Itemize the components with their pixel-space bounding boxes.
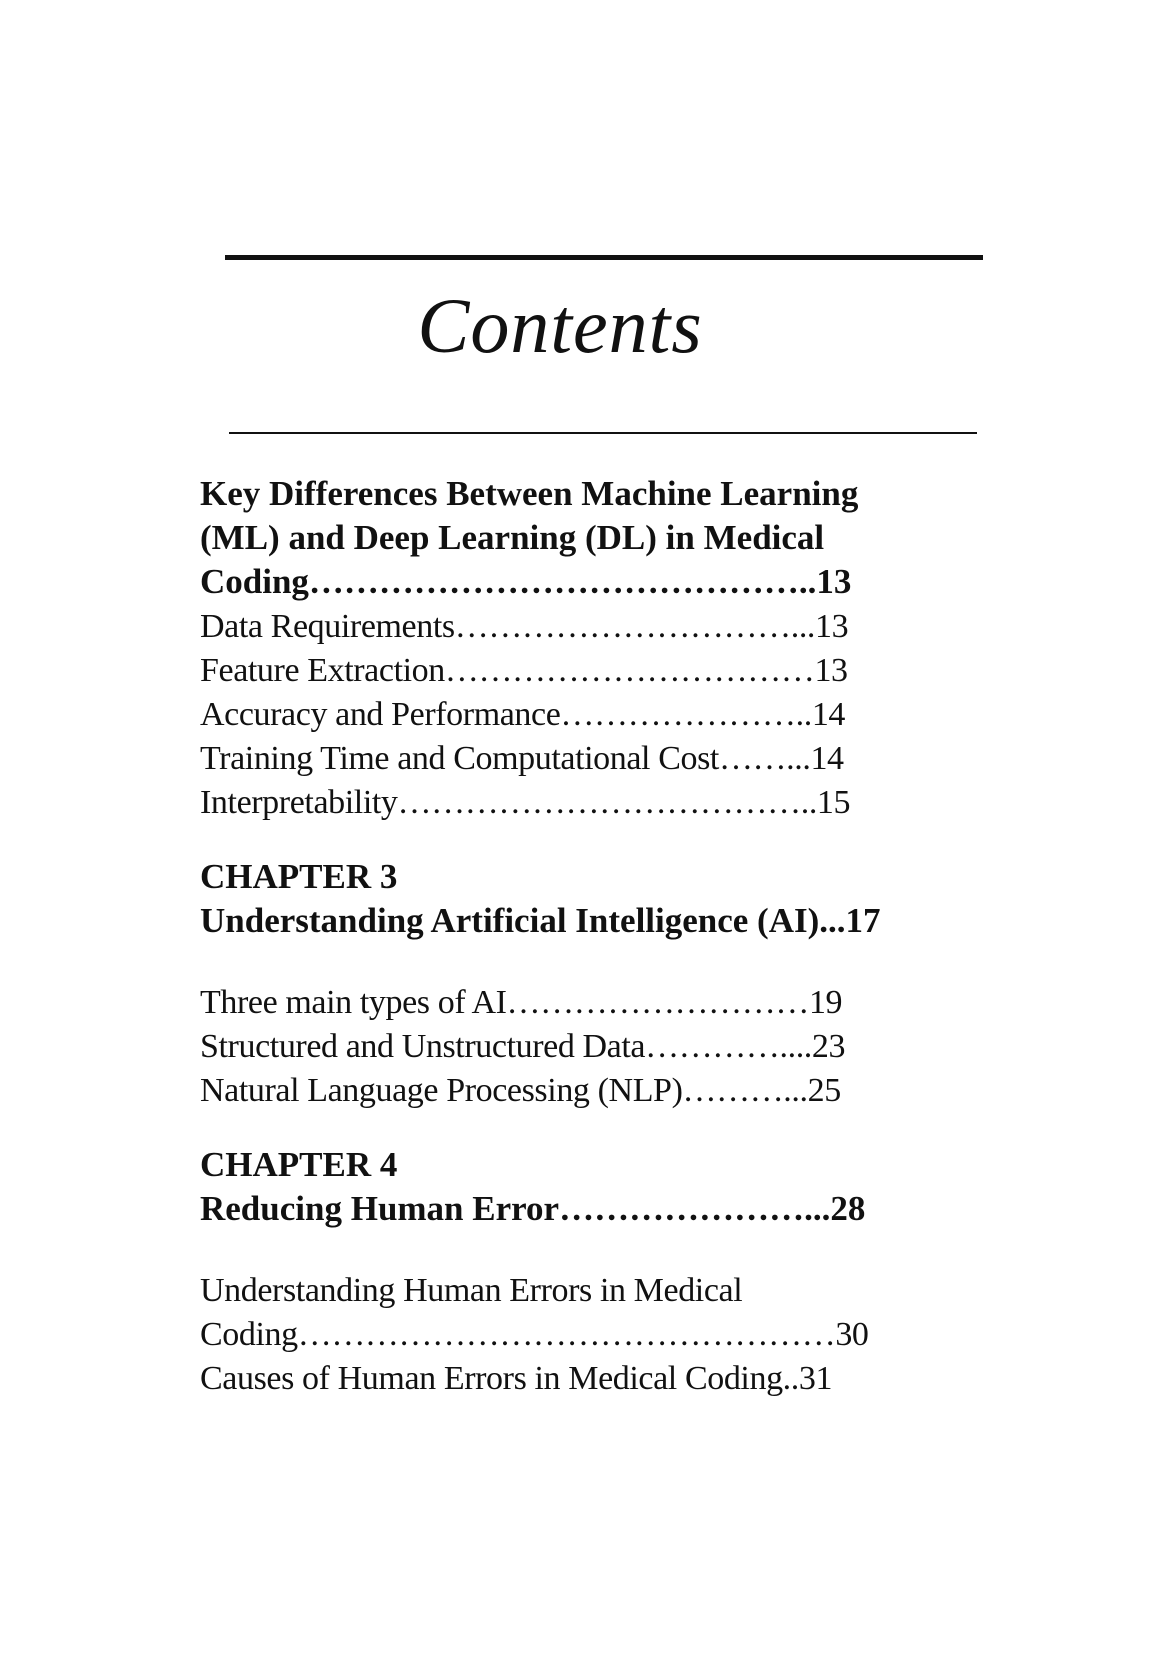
toc-entry-human-errors-line1[interactable]: Understanding Human Errors in Medical [200,1272,743,1309]
toc-chapter-3-title[interactable]: Understanding Artificial Intelligence (AI)...17 [200,901,881,940]
toc-entry-accuracy-performance[interactable]: Accuracy and Performance…………………..14 [200,696,846,733]
toc-chapter-4-label: CHAPTER 4 [200,1145,398,1184]
toc-entry-causes-human-errors[interactable]: Causes of Human Errors in Medical Coding..31 [200,1360,833,1397]
toc-chapter-3-label: CHAPTER 3 [200,857,398,896]
toc-chapter-4-title[interactable]: Reducing Human Error…………………...28 [200,1189,866,1228]
toc-section-key-differences [200,472,960,605]
top-rule [225,255,983,260]
toc-heading-line [200,560,960,605]
page-title: Contents [417,282,703,369]
toc-entry-three-types-ai[interactable]: Three main types of AI………………………19 [200,984,843,1021]
toc-entry-training-time[interactable]: Training Time and Computational Cost……...14 [200,740,844,777]
table-of-contents [200,472,960,1401]
toc-heading-line: Key Differences Between Machine Learning [200,474,859,513]
toc-entry-feature-extraction[interactable]: Feature Extraction……………………………13 [200,652,848,689]
toc-heading-tail: Coding……………………………………..13 [200,562,852,601]
toc-entry-human-errors-line2[interactable]: Coding…………………………………………30 [200,1316,869,1353]
toc-entry-structured-data[interactable]: Structured and Unstructured Data…………....23 [200,1028,846,1065]
toc-entry-data-requirements[interactable]: Data Requirements…………………………...13 [200,608,849,645]
toc-entry-nlp[interactable]: Natural Language Processing (NLP)………...25 [200,1072,841,1109]
toc-entry-interpretability[interactable]: Interpretability………………………………..15 [200,784,851,821]
title-underline-rule [229,432,977,434]
toc-heading-line: (ML) and Deep Learning (DL) in Medical [200,518,825,557]
